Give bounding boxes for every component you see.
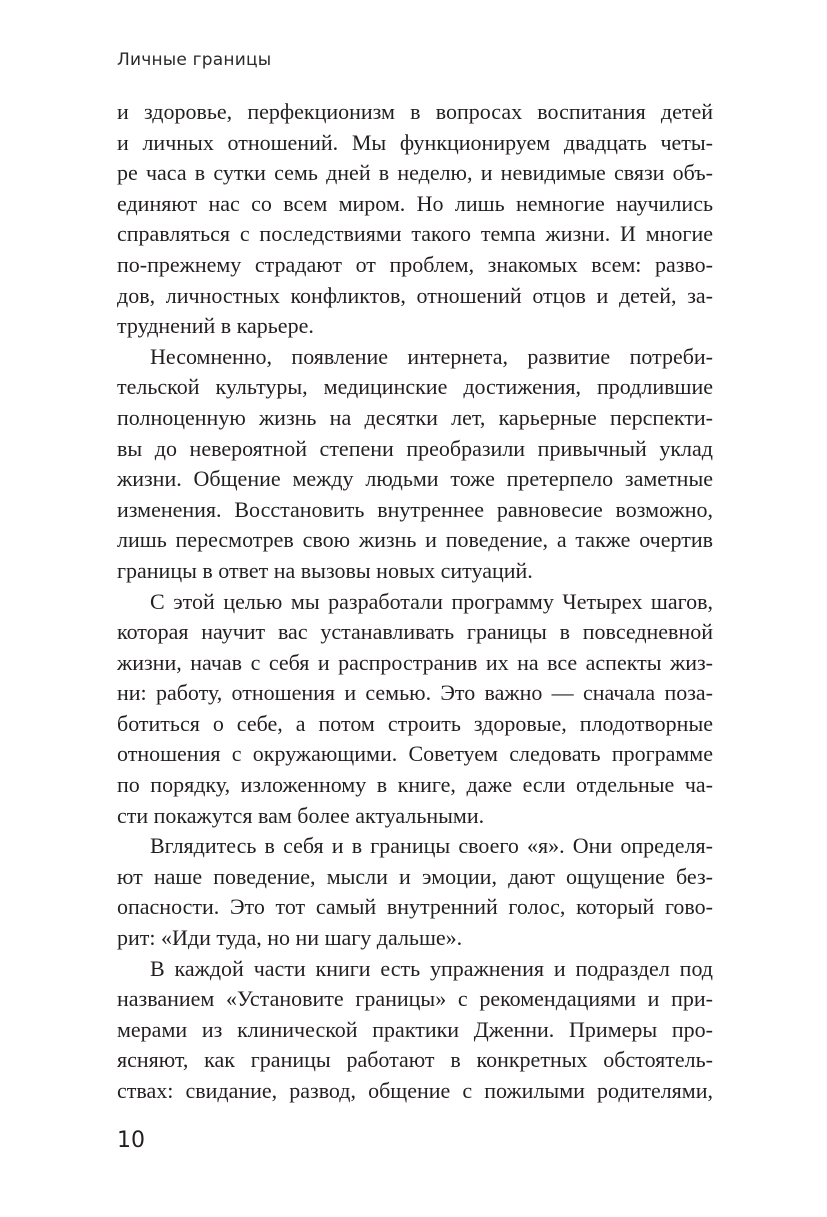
text-line: опасности. Это тот самый внутренний голос, который гово- — [117, 894, 713, 920]
text-line: жизни. Общение между людьми тоже претерпело заметные — [117, 466, 713, 492]
text-line: С этой целью мы разработали программу Четырех шагов, — [150, 588, 713, 614]
text-line: отношения с окружающими. Советуем следовать программе — [117, 741, 713, 767]
text-line: вы до невероятной степени преобразили привычный уклад — [117, 435, 713, 461]
text-line: ют наше поведение, мысли и эмоции, дают ощущение без- — [117, 863, 713, 889]
text-line: и личных отношений. Мы функционируем двадцать четы- — [117, 129, 713, 155]
text-line: справляться с последствиями такого темпа жизни. И многие — [117, 221, 713, 247]
paragraph-1 — [117, 97, 713, 342]
text-line: полноценную жизнь на десятки лет, карьерные перспекти- — [117, 404, 713, 430]
text-line: по порядку, изложенному в книге, даже если отдельные ча- — [117, 772, 713, 798]
text-line: ре часа в сутки семь дней в неделю, и невидимые связи объ- — [117, 160, 713, 186]
text-line: тельской культуры, медицинские достижения, продлившие — [117, 374, 713, 400]
running-head: Личные границы — [117, 50, 272, 70]
paragraph-5 — [117, 954, 713, 1107]
text-line: и здоровье, перфекционизм в вопросах воспитания детей — [117, 99, 713, 124]
paragraph-2 — [117, 342, 713, 587]
text-line: жизни, начав с себя и распространив их на все аспекты жиз- — [117, 649, 713, 675]
text-line: по-прежнему страдают от проблем, знакомых всем: разво- — [117, 251, 713, 277]
text-line: дов, личностных конфликтов, отношений отцов и детей, за- — [117, 282, 713, 308]
text-line: названием «Установите границы» с рекомендациями и при- — [117, 986, 713, 1012]
text-line: труднений в карьере. — [117, 313, 314, 339]
text-line: Вглядитесь в себя и в границы своего «я». Они определя- — [150, 833, 713, 859]
text-line: лишь пересмотрев свою жизнь и поведение, а также очертив — [117, 527, 713, 553]
text-line: мерами из клинической практики Дженни. Примеры про- — [117, 1016, 713, 1042]
text-line: ясняют, как границы работают в конкретных обстоятель- — [117, 1047, 713, 1073]
text-line: сти покажутся вам более актуальными. — [117, 802, 485, 828]
text-line: рит: «Иди туда, но ни шагу дальше». — [117, 925, 463, 951]
paragraph-3 — [117, 587, 713, 832]
text-line: единяют нас со всем миром. Но лишь немногие научились — [117, 190, 713, 216]
text-line: В каждой части книги есть упражнения и подраздел под — [150, 955, 713, 981]
text-line: которая научит вас устанавливать границы в повседневной — [117, 619, 713, 645]
text-line: Несомненно, появление интернета, развитие потреби- — [150, 343, 713, 369]
text-line: границы в ответ на вызовы новых ситуаций. — [117, 557, 533, 583]
text-line: ботиться о себе, а потом строить здоровые, плодотворные — [117, 710, 713, 736]
body-text — [117, 97, 713, 1107]
text-line: изменения. Восстановить внутреннее равновесие возможно, — [117, 496, 713, 522]
page-number: 10 — [117, 1128, 145, 1153]
text-line: ствах: свидание, развод, общение с пожилыми родителями, — [117, 1078, 713, 1103]
text-line: ни: работу, отношения и семью. Это важно — сначала поза- — [117, 680, 713, 706]
paragraph-4 — [117, 831, 713, 953]
